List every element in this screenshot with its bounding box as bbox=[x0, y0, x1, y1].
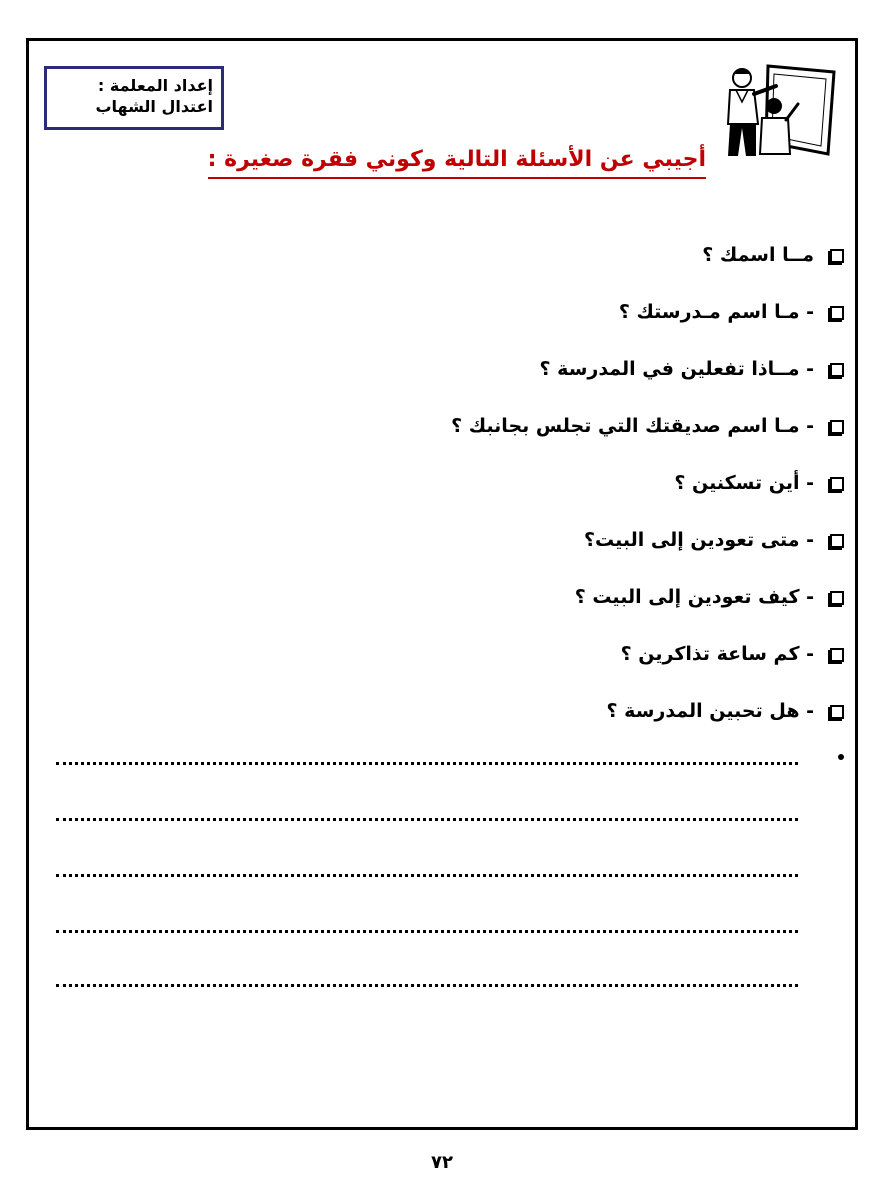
answer-line[interactable] bbox=[56, 874, 798, 877]
checkbox-icon bbox=[830, 534, 844, 548]
bullet-icon bbox=[838, 754, 844, 760]
page-number: ٧٢ bbox=[431, 1152, 453, 1173]
question-text: - أين تسكنين ؟ bbox=[674, 472, 814, 494]
answer-line[interactable] bbox=[56, 930, 798, 933]
question-text: - كيف تعودين إلى البيت ؟ bbox=[574, 586, 814, 608]
checkbox-icon bbox=[830, 648, 844, 662]
question-item bbox=[324, 413, 844, 470]
question-item bbox=[324, 470, 844, 527]
teacher-credit-label: إعداد المعلمة : bbox=[97, 76, 213, 95]
question-item bbox=[324, 356, 844, 413]
question-item bbox=[324, 641, 844, 698]
question-item bbox=[324, 299, 844, 356]
teacher-credit-box bbox=[44, 66, 224, 130]
question-item bbox=[324, 698, 844, 755]
answer-line[interactable] bbox=[56, 818, 798, 821]
answer-line[interactable] bbox=[56, 762, 798, 765]
question-text: - هل تحبين المدرسة ؟ bbox=[606, 700, 814, 722]
checkbox-icon bbox=[830, 249, 844, 263]
checkbox-icon bbox=[830, 591, 844, 605]
checkbox-icon bbox=[830, 477, 844, 491]
question-text: مــا اسمك ؟ bbox=[702, 244, 814, 266]
teacher-name: اعتدال الشهاب bbox=[95, 97, 213, 116]
question-item bbox=[324, 242, 844, 299]
answer-line[interactable] bbox=[56, 984, 798, 987]
checkbox-icon bbox=[830, 363, 844, 377]
question-text: - متى تعودين إلى البيت؟ bbox=[583, 529, 814, 551]
checkbox-icon bbox=[830, 306, 844, 320]
question-item bbox=[324, 584, 844, 641]
teacher-student-illustration bbox=[716, 62, 840, 158]
checkbox-icon bbox=[830, 705, 844, 719]
question-text: - مــاذا تفعلين في المدرسة ؟ bbox=[539, 358, 814, 380]
question-item bbox=[324, 527, 844, 584]
question-text: - مـا اسم صديقتك التي تجلس بجانبك ؟ bbox=[451, 415, 814, 437]
question-text: - كم ساعة تذاكرين ؟ bbox=[620, 643, 814, 665]
question-text: - مـا اسم مـدرستك ؟ bbox=[618, 301, 814, 323]
instruction-heading: أجيبي عن الأسئلة التالية وكوني فقرة صغيرة : bbox=[208, 146, 706, 179]
checkbox-icon bbox=[830, 420, 844, 434]
questions-list bbox=[324, 242, 844, 755]
